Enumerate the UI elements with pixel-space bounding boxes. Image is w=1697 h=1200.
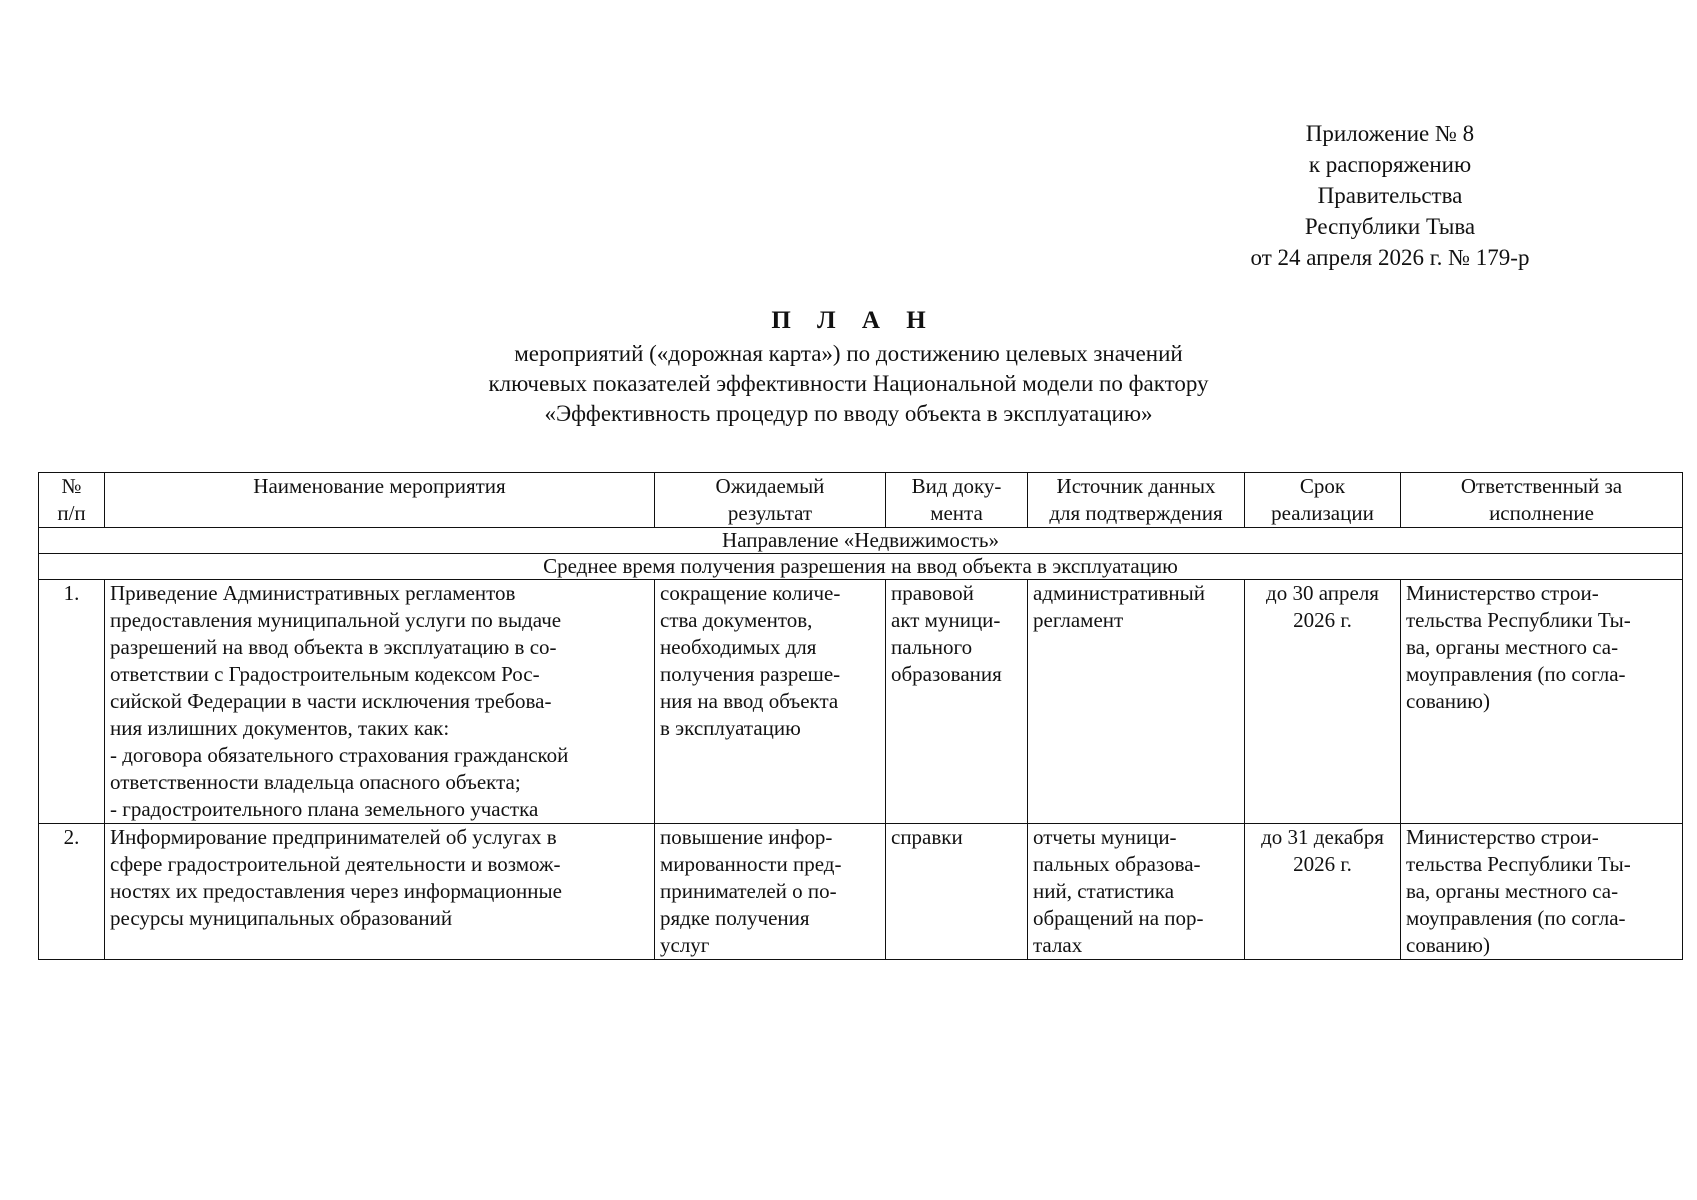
row-name: Информирование предпринимателей об услугах в сфере градостроительной деятельности и возмож- ностях их предоставления через информационные ресурсы муниципальных образований — [105, 824, 655, 960]
row-num: 2. — [39, 824, 105, 960]
appendix-line: от 24 апреля 2026 г. № 179-р — [1250, 245, 1530, 270]
plan-heading — [0, 306, 1697, 429]
header-cell-num: № п/п — [39, 473, 105, 528]
row-doc: справки — [886, 824, 1028, 960]
row-deadline: до 31 декабря 2026 г. — [1245, 824, 1401, 960]
row-result: сокращение количе- ства документов, необходимых для получения разреше- ния на ввод объекта в эксплуатацию — [655, 580, 886, 824]
appendix-line: Республики Тыва — [1304, 214, 1476, 239]
table-row — [39, 824, 1683, 960]
plan-table — [38, 472, 1683, 960]
header-cell-name: Наименование мероприятия — [105, 473, 655, 528]
plan-subtitle: ключевых показателей эффективности Национальной модели по фактору — [488, 371, 1209, 396]
row-name: Приведение Административных регламентов предоставления муниципальной услуги по выдаче разрешений на ввод объекта в эксплуатацию в со- ответствии с Градостроительным кодексом Рос- сийской Федерации в части исключения требова- ния излишних документов, таких как: - договора обязательного страхования гражданской ответственности владельца опасного объекта; - градостроительного плана земельного участка — [105, 580, 655, 824]
row-source: отчеты муници- пальных образова- ний, статистика обращений на пор- талах — [1028, 824, 1245, 960]
header-cell-responsible: Ответственный за исполнение — [1401, 473, 1683, 528]
appendix-line: к распоряжению Правительства — [1308, 152, 1472, 208]
row-doc: правовой акт муници- пального образования — [886, 580, 1028, 824]
appendix-block — [1240, 118, 1540, 273]
indicator-cell: Среднее время получения разрешения на ввод объекта в эксплуатацию — [39, 554, 1683, 580]
plan-title: П Л А Н — [771, 307, 936, 334]
direction-row — [39, 528, 1683, 554]
row-responsible: Министерство строи- тельства Республики Ты- ва, органы местного са- моуправления (по согла- сованию) — [1401, 824, 1683, 960]
indicator-row — [39, 554, 1683, 580]
direction-cell: Направление «Недвижимость» — [39, 528, 1683, 554]
row-num: 1. — [39, 580, 105, 824]
appendix-line: Приложение № 8 — [1305, 121, 1475, 146]
header-cell-deadline: Срок реализации — [1245, 473, 1401, 528]
plan-subtitle: мероприятий («дорожная карта») по достижению целевых значений — [514, 341, 1183, 366]
row-result: повышение инфор- мированности пред- принимателей о по- рядке получения услуг — [655, 824, 886, 960]
header-cell-doc: Вид доку- мента — [886, 473, 1028, 528]
row-responsible: Министерство строи- тельства Республики Ты- ва, органы местного са- моуправления (по согла- сованию) — [1401, 580, 1683, 824]
table-header-row — [39, 473, 1683, 528]
row-source: административный регламент — [1028, 580, 1245, 824]
header-cell-result: Ожидаемый результат — [655, 473, 886, 528]
plan-subtitle: «Эффективность процедур по вводу объекта в эксплуатацию» — [544, 401, 1153, 426]
header-cell-source: Источник данных для подтверждения — [1028, 473, 1245, 528]
table-row — [39, 580, 1683, 824]
row-deadline: до 30 апреля 2026 г. — [1245, 580, 1401, 824]
